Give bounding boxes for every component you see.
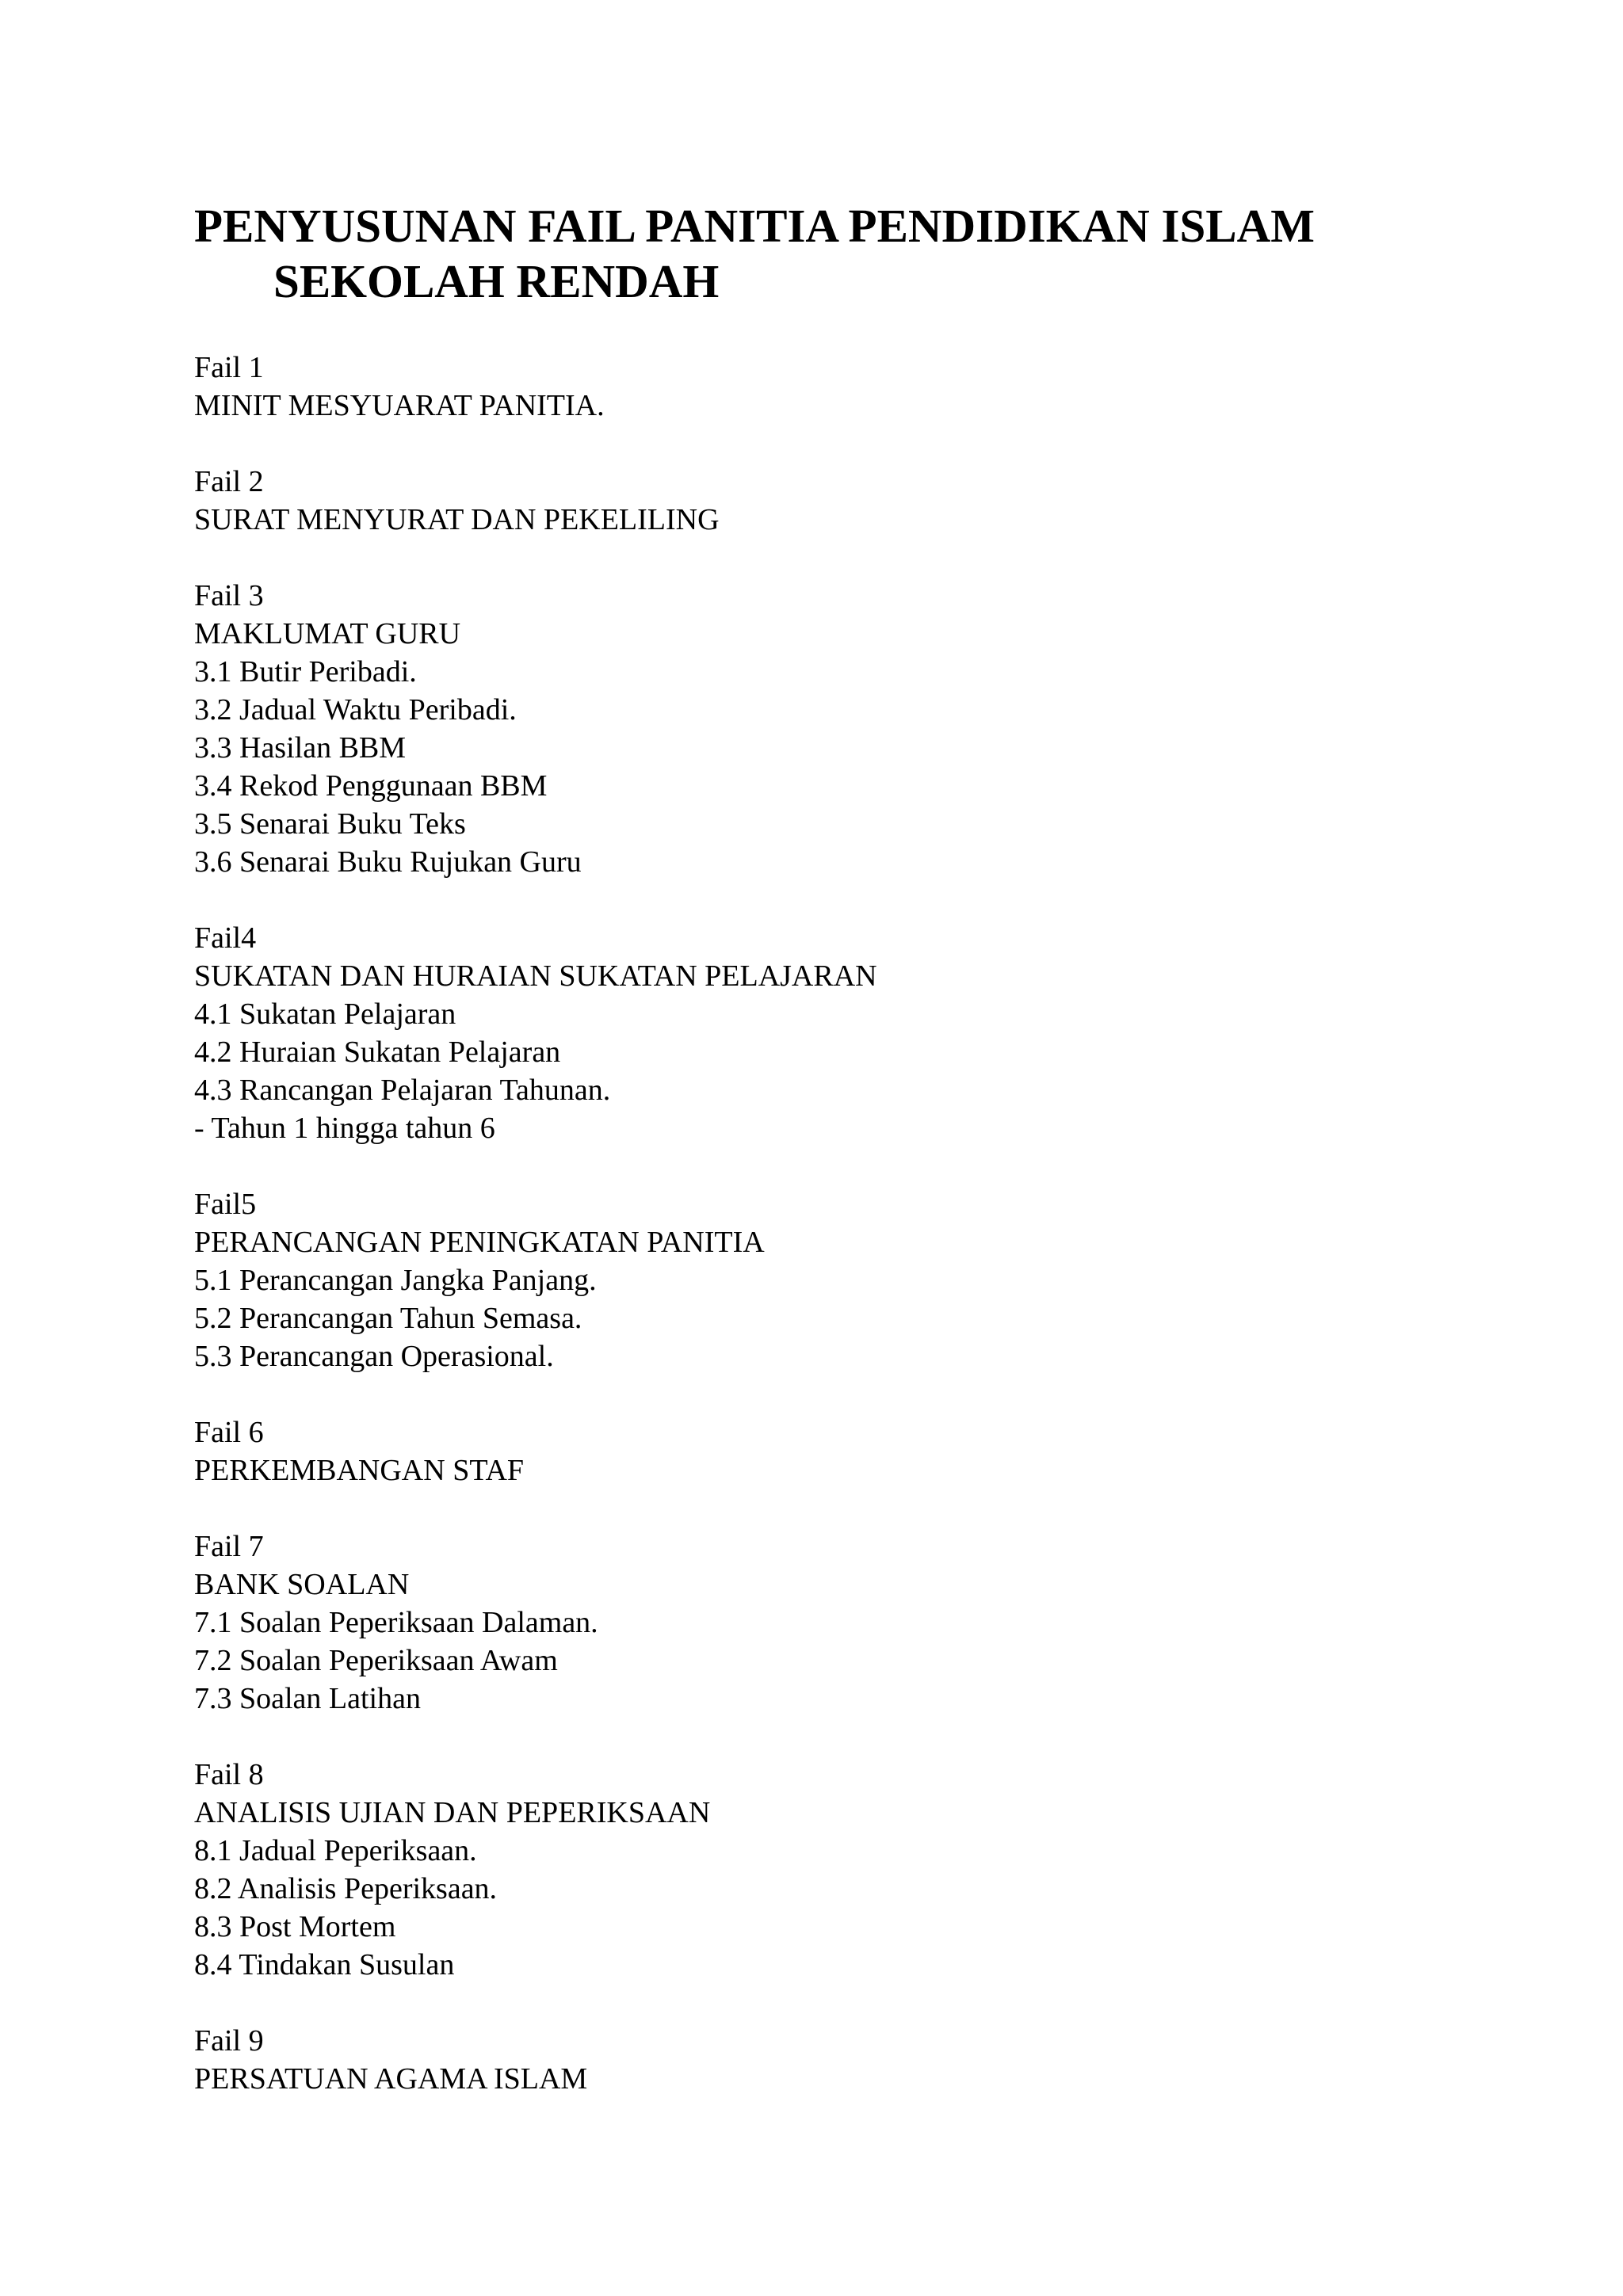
file-label: Fail4: [194, 921, 257, 955]
file-subitem: 3.6 Senarai Buku Rujukan Guru: [194, 845, 582, 879]
file-heading: MINIT MESYUARAT PANITIA.: [194, 389, 605, 422]
file-subitem: 4.2 Huraian Sukatan Pelajaran: [194, 1035, 561, 1069]
file-section: [194, 919, 1541, 1147]
file-heading: BANK SOALAN: [194, 1568, 410, 1601]
file-heading: SURAT MENYURAT DAN PEKELILING: [194, 503, 720, 536]
file-heading: SUKATAN DAN HURAIAN SUKATAN PELAJARAN: [194, 959, 877, 993]
file-label: Fail 6: [194, 1416, 264, 1449]
file-subitem: 5.2 Perancangan Tahun Semasa.: [194, 1302, 582, 1335]
file-subitem: 4.1 Sukatan Pelajaran: [194, 997, 456, 1031]
file-section: [194, 577, 1541, 881]
file-subitem: 3.1 Butir Peribadi.: [194, 655, 417, 688]
file-subitem: - Tahun 1 hingga tahun 6: [194, 1112, 495, 1145]
file-subitem: 7.3 Soalan Latihan: [194, 1682, 421, 1715]
file-subitem: 8.1 Jadual Peperiksaan.: [194, 1834, 477, 1867]
file-section: [194, 1413, 1541, 1489]
file-section: [194, 463, 1541, 539]
file-heading: PERKEMBANGAN STAF: [194, 1454, 525, 1487]
title-line-1: PENYUSUNAN FAIL PANITIA PENDIDIKAN ISLAM: [194, 200, 1315, 252]
file-section: [194, 1185, 1541, 1375]
file-section: [194, 349, 1541, 425]
file-subitem: 8.3 Post Mortem: [194, 1910, 396, 1943]
file-heading: ANALISIS UJIAN DAN PEPERIKSAAN: [194, 1796, 711, 1829]
file-heading: PERSATUAN AGAMA ISLAM: [194, 2062, 588, 2096]
file-subitem: 7.1 Soalan Peperiksaan Dalaman.: [194, 1606, 598, 1639]
document-title: [194, 198, 1541, 309]
file-heading: PERANCANGAN PENINGKATAN PANITIA: [194, 1226, 765, 1259]
file-label: Fail 1: [194, 351, 264, 384]
file-label: Fail 2: [194, 465, 264, 498]
file-label: Fail 8: [194, 1758, 264, 1791]
file-subitem: 3.4 Rekod Penggunaan BBM: [194, 769, 548, 803]
file-subitem: 3.2 Jadual Waktu Peribadi.: [194, 693, 517, 727]
file-subitem: 5.1 Perancangan Jangka Panjang.: [194, 1264, 597, 1297]
file-subitem: 8.2 Analisis Peperiksaan.: [194, 1872, 498, 1905]
file-label: Fail 3: [194, 579, 264, 612]
file-list: [194, 349, 1541, 2136]
file-section: [194, 2022, 1541, 2098]
file-label: Fail5: [194, 1188, 257, 1221]
file-label: Fail 9: [194, 2024, 264, 2058]
file-subitem: 7.2 Soalan Peperiksaan Awam: [194, 1644, 558, 1677]
file-section: [194, 1527, 1541, 1718]
file-subitem: 8.4 Tindakan Susulan: [194, 1948, 455, 1981]
file-subitem: 3.5 Senarai Buku Teks: [194, 807, 466, 841]
file-label: Fail 7: [194, 1530, 264, 1563]
file-section: [194, 1756, 1541, 1984]
file-subitem: 5.3 Perancangan Operasional.: [194, 1340, 554, 1373]
title-line-2: SEKOLAH RENDAH: [273, 255, 720, 307]
file-heading: MAKLUMAT GURU: [194, 617, 461, 650]
file-subitem: 3.3 Hasilan BBM: [194, 731, 407, 765]
file-subitem: 4.3 Rancangan Pelajaran Tahunan.: [194, 1074, 611, 1107]
